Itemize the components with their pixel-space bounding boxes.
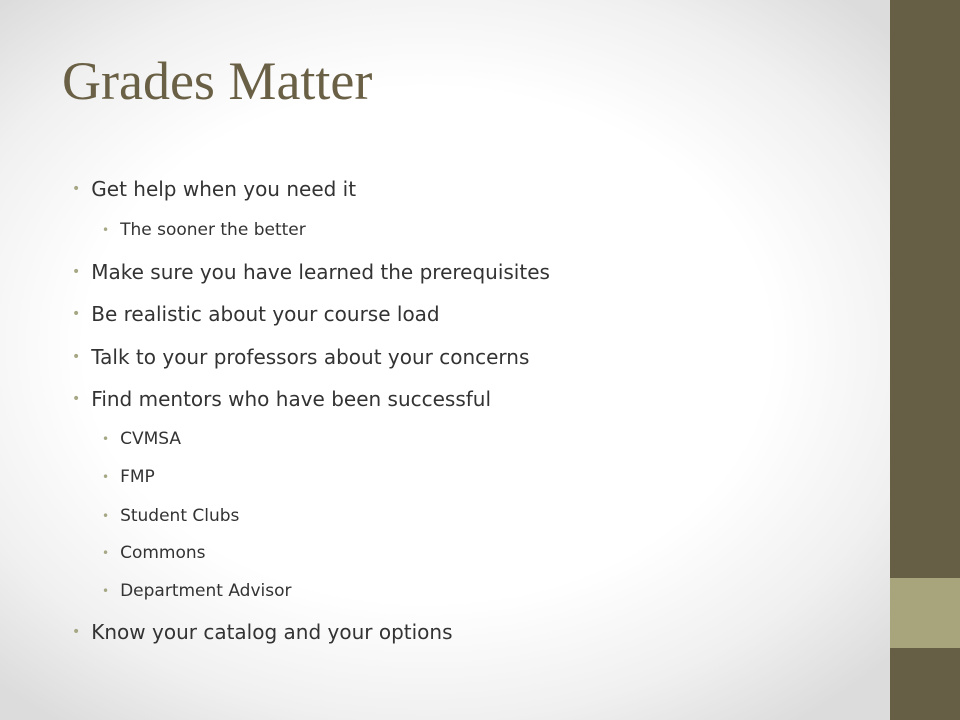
- bullet-icon: •: [102, 432, 110, 446]
- bullet-text: Department Advisor: [120, 581, 292, 601]
- bullet-item: [72, 177, 356, 201]
- bullet-item: [72, 345, 529, 369]
- bullet-text: CVMSA: [120, 429, 181, 449]
- bullet-icon: •: [102, 470, 110, 484]
- sidebar-band-accent: [890, 578, 960, 648]
- bullet-item: [72, 620, 453, 644]
- bullet-text: Talk to your professors about your concerns: [91, 345, 530, 369]
- bullet-icon: •: [72, 391, 81, 407]
- sub-bullet-item: [102, 429, 181, 449]
- bullet-item: [72, 387, 491, 411]
- bullet-text: Commons: [120, 543, 206, 563]
- bullet-icon: •: [102, 223, 110, 237]
- bullet-text: Make sure you have learned the prerequisites: [91, 260, 550, 284]
- bullet-icon: •: [72, 349, 81, 365]
- sidebar-band-bottom: [890, 648, 960, 720]
- bullet-text: FMP: [120, 467, 155, 487]
- bullet-icon: •: [102, 584, 110, 598]
- sub-bullet-item: [102, 581, 292, 601]
- bullet-text: Be realistic about your course load: [91, 302, 440, 326]
- bullet-item: [72, 260, 550, 284]
- sub-bullet-item: [102, 220, 306, 240]
- bullet-text: Get help when you need it: [91, 177, 357, 201]
- bullet-text: Student Clubs: [120, 506, 240, 526]
- sub-bullet-item: [102, 467, 155, 487]
- bullet-icon: •: [72, 624, 81, 640]
- bullet-icon: •: [102, 509, 110, 523]
- bullet-icon: •: [72, 181, 81, 197]
- bullet-icon: •: [102, 546, 110, 560]
- bullet-text: Know your catalog and your options: [91, 620, 453, 644]
- bullet-item: [72, 302, 440, 326]
- sub-bullet-item: [102, 506, 239, 526]
- sub-bullet-item: [102, 543, 206, 563]
- sidebar-band-top: [890, 0, 960, 578]
- bullet-icon: •: [72, 264, 81, 280]
- bullet-icon: •: [72, 306, 81, 322]
- bullet-text: The sooner the better: [120, 220, 306, 240]
- slide-title: Grades Matter: [62, 51, 373, 111]
- bullet-text: Find mentors who have been successful: [91, 387, 492, 411]
